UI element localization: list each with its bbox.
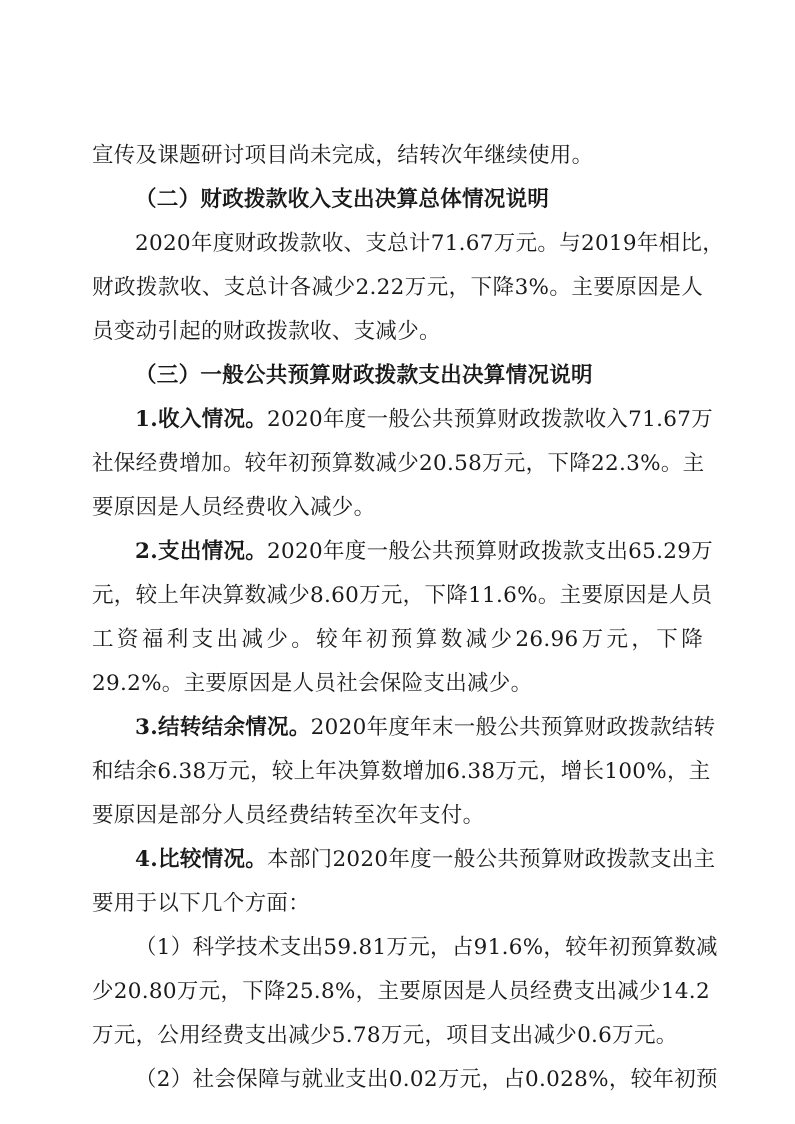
text-line: 宣传及课题研讨项目尚未完成，结转次年继续使用。 xyxy=(92,143,594,168)
text-line: 4.比较情况。本部门2020年度一般公共预算财政拨款支出主 xyxy=(135,847,716,872)
text-line: 要原因是人员经费收入减少。 xyxy=(92,495,376,520)
paragraph-lead: 2.支出情况。 xyxy=(135,539,268,564)
text-line: 3.结转结余情况。2020年度年末一般公共预算财政拨款结转 xyxy=(135,715,716,740)
text-line: 财政拨款收、支总计各减少2.22万元，下降3%。主要原因是人 xyxy=(92,275,703,300)
text-line: 2020年度财政拨款收、支总计71.67万元。与2019年相比， xyxy=(135,231,725,256)
text-line: 1.收入情况。2020年度一般公共预算财政拨款收入71.67万 xyxy=(135,407,714,432)
text-line: 社保经费增加。较年初预算数减少20.58万元，下降22.3%。主 xyxy=(92,451,705,476)
paragraph-lead: 4.比较情况。 xyxy=(135,847,268,872)
paragraph-lead: 1.收入情况。 xyxy=(135,407,268,432)
text-line: 要用于以下几个方面： xyxy=(92,891,311,916)
text-line: 29.2%。主要原因是人员社会保险支出减少。 xyxy=(92,671,533,696)
text-line: 少20.80万元，下降25.8%，主要原因是人员经费支出减少14.2 xyxy=(92,979,710,1004)
section-heading-3: （三）一般公共预算财政拨款支出决算情况说明 xyxy=(135,363,593,388)
text-line: 要原因是部分人员经费结转至次年支付。 xyxy=(92,803,485,828)
text-line: 万元，公用经费支出减少5.78万元，项目支出减少0.6万元。 xyxy=(92,1023,678,1048)
text-line: （1）科学技术支出59.81万元，占91.6%，较年初预算数减 xyxy=(135,935,718,960)
text-line: 和结余6.38万元，较上年决算数增加6.38万元，增长100%，主 xyxy=(92,759,711,784)
text-line: 工资福利支出减少。较年初预算数减少26.96万元，下降 xyxy=(92,627,703,652)
text-line: 元，较上年决算数减少8.60万元，下降11.6%。主要原因是人员 xyxy=(92,583,713,608)
text-line: 员变动引起的财政拨款收、支减少。 xyxy=(92,319,441,344)
paragraph-lead: 3.结转结余情况。 xyxy=(135,715,311,740)
text-line: （2）社会保障与就业支出0.02万元，占0.028%，较年初预 xyxy=(135,1067,718,1092)
text-line: 2.支出情况。2020年度一般公共预算财政拨款支出65.29万 xyxy=(135,539,714,564)
section-heading-2: （二）财政拨款收入支出决算总体情况说明 xyxy=(135,187,550,212)
